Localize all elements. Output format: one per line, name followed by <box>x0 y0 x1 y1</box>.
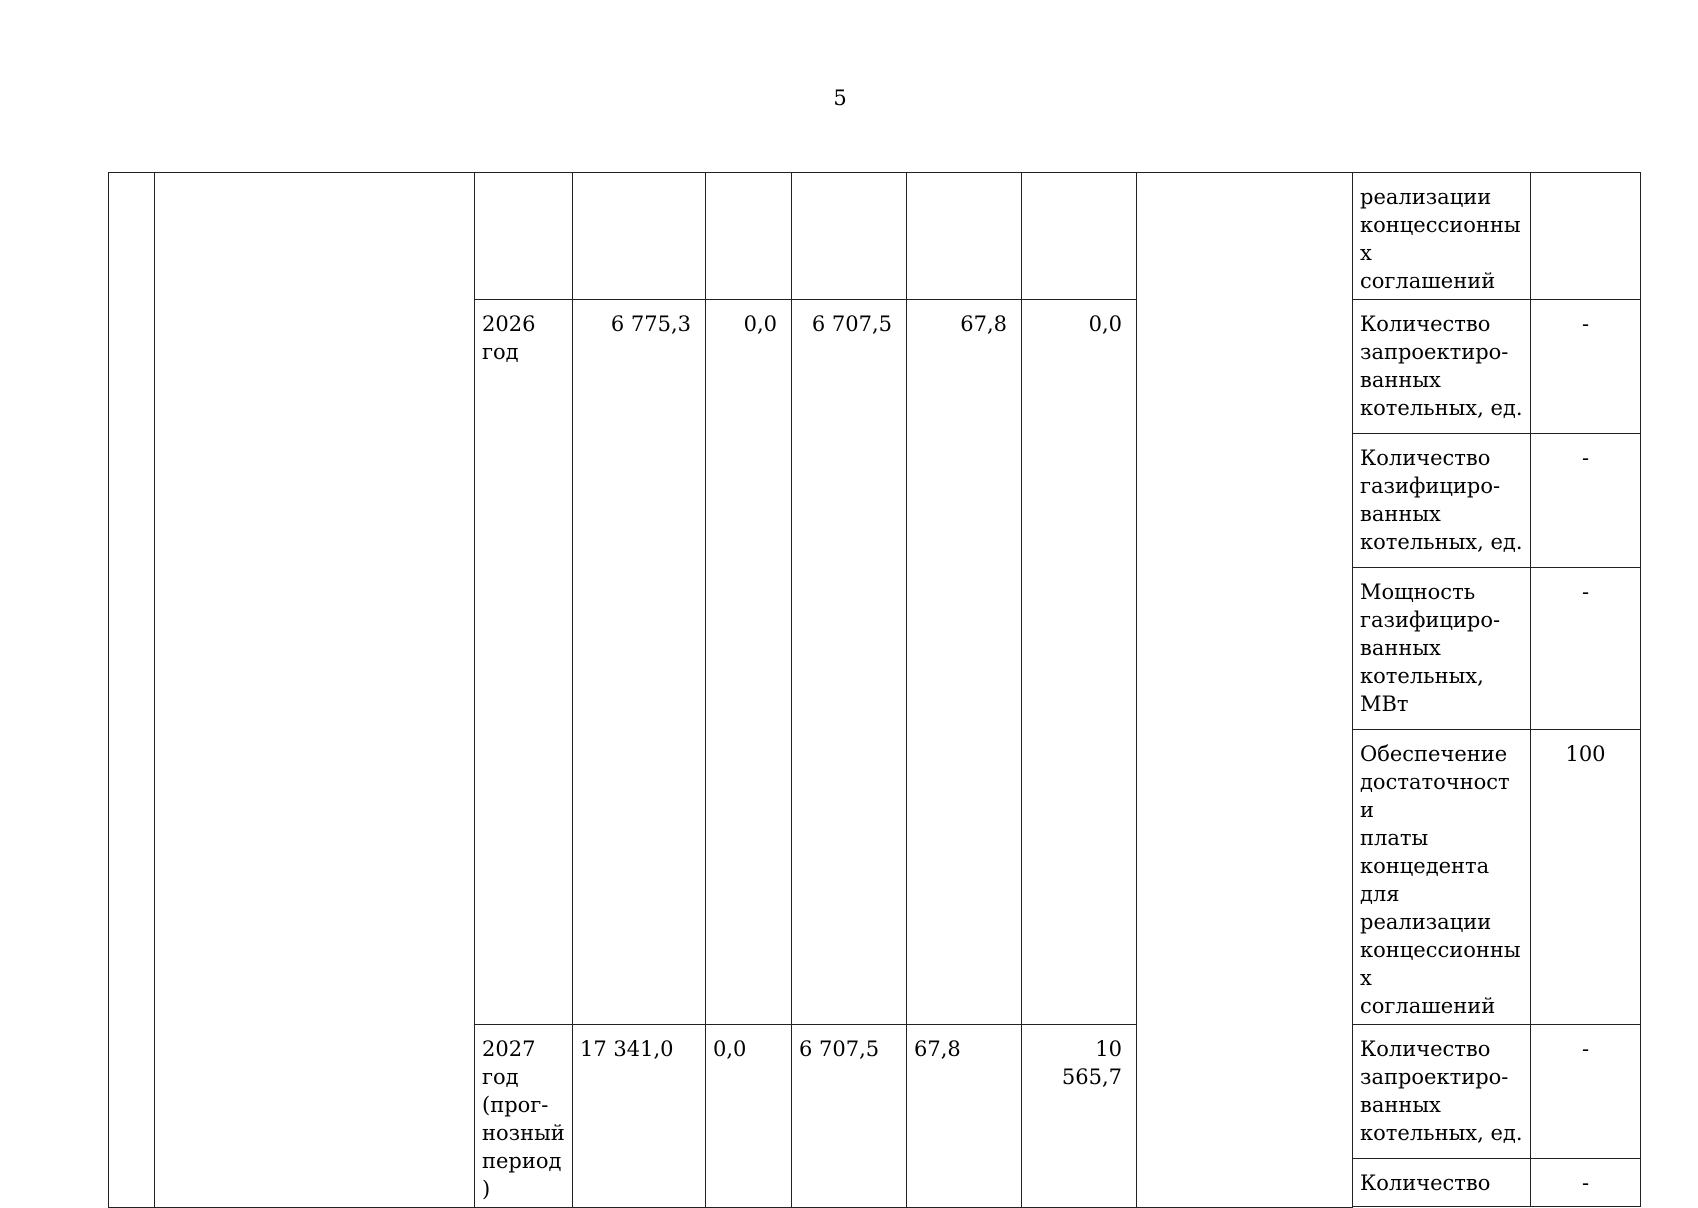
federal-budget-cell <box>706 173 792 300</box>
period-cell <box>475 173 573 300</box>
period-2027: 2027 год (прог- нозный период) <box>475 1025 573 1208</box>
federal-2026: 0,0 <box>706 300 792 1025</box>
regional-2027: 6 707,5 <box>792 1025 907 1208</box>
spacer-cell <box>1353 1207 1531 1208</box>
row-number-cell <box>109 173 155 1208</box>
page-number: 5 <box>833 86 847 110</box>
indicator-value: - <box>1531 300 1641 434</box>
spacer-cell <box>1531 1207 1641 1208</box>
local-budget-cell <box>907 173 1022 300</box>
local-2027: 67,8 <box>907 1025 1022 1208</box>
regional-budget-cell <box>792 173 907 300</box>
table-row <box>109 173 1641 300</box>
total-2027: 17 341,0 <box>573 1025 706 1208</box>
total-cell <box>573 173 706 300</box>
indicator-name: Количество газифициро- ванных котельных, ед. <box>1353 434 1531 568</box>
period-2026: 2026 год <box>475 300 573 1025</box>
measure-name-cell <box>155 173 475 1208</box>
indicator-value: - <box>1531 1159 1641 1207</box>
total-2026: 6 775,3 <box>573 300 706 1025</box>
indicator-value: - <box>1531 1025 1641 1159</box>
indicator-name: Мощность газифициро- ванных котельных, МВт <box>1353 568 1531 730</box>
indicator-value: 100 <box>1531 730 1641 1025</box>
federal-2027: 0,0 <box>706 1025 792 1208</box>
indicator-name: реализации концессионных соглашений <box>1353 173 1531 300</box>
regional-2026: 6 707,5 <box>792 300 907 1025</box>
financing-table <box>108 172 1641 1208</box>
indicator-name: Количество запроектиро- ванных котельных, ед. <box>1353 1025 1531 1159</box>
indicator-value: - <box>1531 434 1641 568</box>
indicator-value <box>1531 173 1641 300</box>
indicator-name: Количество <box>1353 1159 1531 1207</box>
executor-cell <box>1137 173 1353 1208</box>
other-2026: 0,0 <box>1022 300 1137 1025</box>
local-2026: 67,8 <box>907 300 1022 1025</box>
indicator-name: Количество запроектиро- ванных котельных, ед. <box>1353 300 1531 434</box>
other-sources-cell <box>1022 173 1137 300</box>
indicator-value: - <box>1531 568 1641 730</box>
indicator-name: Обеспечение достаточности платы концедента для реализации концессионных соглашений <box>1353 730 1531 1025</box>
other-2027: 10 565,7 <box>1022 1025 1137 1208</box>
